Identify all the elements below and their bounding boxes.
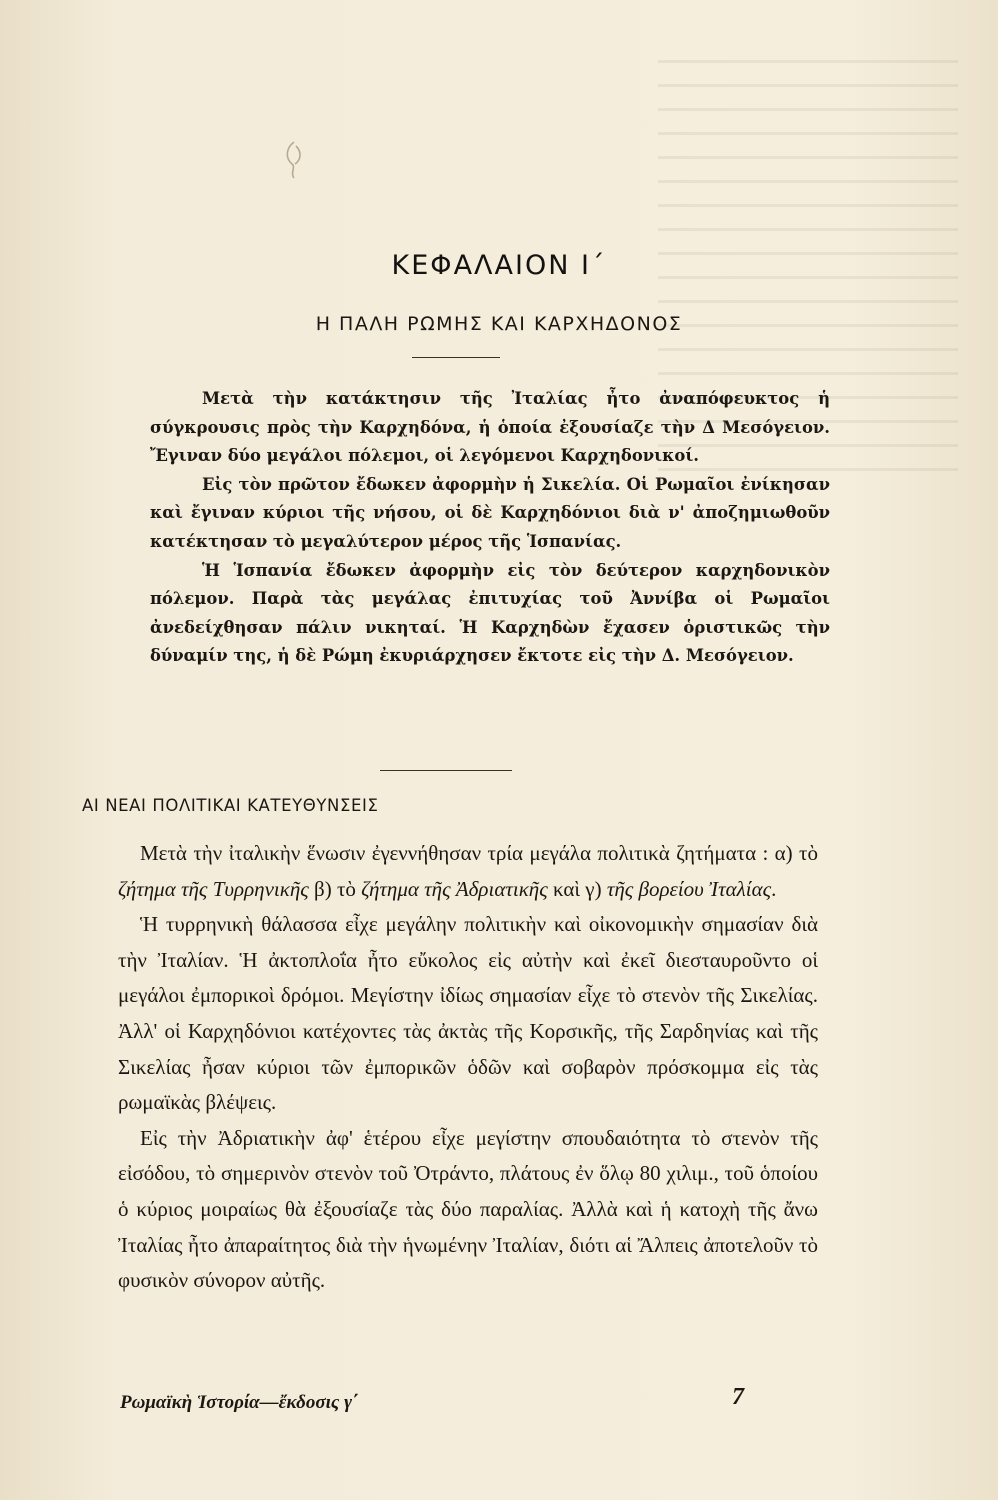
section-heading: ΑΙ ΝΕΑΙ ΠΟΛΙΤΙΚΑΙ ΚΑΤΕΥΘΥΝΣΕΙΣ <box>82 796 379 815</box>
text-run: Μετὰ τὴν ἰταλικὴν ἕνωσιν ἐγεννήθησαν τρία μεγάλα πολιτικὰ ζητήματα : α) τὸ <box>140 841 818 865</box>
divider <box>412 357 500 358</box>
body-paragraph: Ἡ τυρρηνικὴ θάλασσα εἶχε μεγάλην πολιτικὴν καὶ οἰκονομικὴν σημασίαν διὰ τὴν Ἰταλίαν. Ἡ ἀκτοπλοΐα ἦτο εὔκολος εἰς αὐτὴν καὶ ἐκεῖ διεσταυροῦντο οἱ μεγάλοι ἐμπορικοὶ δρόμοι. Μεγίστην ἰδίως σημασίαν εἶχε τὸ στενὸν τῆς Σικελίας. Ἀλλ' οἱ Καρχηδόνιοι κατέχοντες τὰς ἀκτὰς τῆς Κορσικῆς, τῆς Σαρδηνίας καὶ τῆς Σικελίας ἦσαν κύριοι τῶν ἐμπορικῶν ὁδῶν καὶ σοβαρὸν πρόσκομμα εἰς τὰς ρωμαϊκὰς βλέψεις. <box>118 912 818 1115</box>
text-run: β) τὸ <box>308 876 362 901</box>
footer-book-title: Ρωμαϊκὴ Ἱστορία—ἔκδοσις γ΄ <box>120 1392 359 1413</box>
body-paragraph: Εἰς τὴν Ἀδριατικὴν ἀφ' ἑτέρου εἶχε μεγίστην σπουδαιότητα τὸ στενὸν τῆς εἰσόδου, τὸ σημερινὸν στενὸν τοῦ Ὀτράντο, πλάτους ἐν ὅλῳ 80 χιλιμ., τοῦ ὁποίου ὁ κύριος μοιραίως θὰ ἐξουσίαζε τὰς δύο παραλίας. Ἀλλὰ καὶ ἡ κατοχὴ τῆς ἄνω Ἰταλίας ἦτο ἀπαραίτητος διὰ τὴν ἡνωμένην Ἰταλίαν, διότι αἱ Ἄλπεις ἀποτελοῦν τὸ φυσικὸν σύνορον αὐτῆς. <box>118 1125 818 1293</box>
text-run: καὶ γ) <box>547 876 607 901</box>
chapter-summary <box>150 385 830 671</box>
issue-north-italy: τῆς βορείου Ἰταλίας <box>606 876 772 901</box>
body-text <box>118 836 818 1299</box>
chapter-subtitle: Η ΠΑΛΗ ΡΩΜΗΣ ΚΑΙ ΚΑΡΧΗΔΟΝΟΣ <box>315 313 683 335</box>
summary-paragraph: Ἡ Ἱσπανία ἔδωκεν ἀφορμὴν εἰς τὸν δεύτερον καρχηδονικὸν πόλεμον. Παρὰ τὰς μεγάλας ἐπιτυχίας τοῦ Ἀννίβα οἱ Ρωμαῖοι ἀνεδείχθησαν πάλιν νικηταί. Ἡ Καρχηδὼν ἔχασεν ὁριστικῶς τὴν δύναμίν της, ἡ δὲ Ρώμη ἐκυριάρχησεν ἔκτοτε εἰς τὴν Δ. Μεσόγειον. <box>150 560 830 666</box>
issue-tyrrhenian: ζήτημα τῆς Τυρρηνικῆς <box>118 876 309 901</box>
body-paragraph <box>118 836 818 907</box>
divider <box>380 770 512 771</box>
text-run: . <box>771 876 777 901</box>
summary-paragraph: Εἰς τὸν πρῶτον ἔδωκεν ἀφορμὴν ἡ Σικελία. Οἱ Ρωμαῖοι ἐνίκησαν καὶ ἔγιναν κύριοι τῆς νήσου, οἱ δὲ Καρχηδόνιοι διὰ ν' ἀποζημιωθοῦν κατέκτησαν τὸ μεγαλύτερον μέρος τῆς Ἱσπανίας. <box>150 474 830 551</box>
ink-smudge-icon <box>282 140 308 180</box>
page-number: 7 <box>732 1384 744 1410</box>
summary-paragraph: Μετὰ τὴν κατάκτησιν τῆς Ἰταλίας ἦτο ἀναπόφευκτος ἡ σύγκρουσις πρὸς τὴν Καρχηδόνα, ἡ ὁποία ἐξουσίαζε τὴν Δ Μεσόγειον. Ἔγιναν δύο μεγάλοι πόλεμοι, οἱ λεγόμενοι Καρχηδονικοί. <box>150 389 830 466</box>
chapter-title: ΚΕΦΑΛΑΙΟΝ Ι΄ <box>391 250 607 281</box>
issue-adriatic: ζήτημα τῆς Ἀδριατικῆς <box>361 876 548 901</box>
